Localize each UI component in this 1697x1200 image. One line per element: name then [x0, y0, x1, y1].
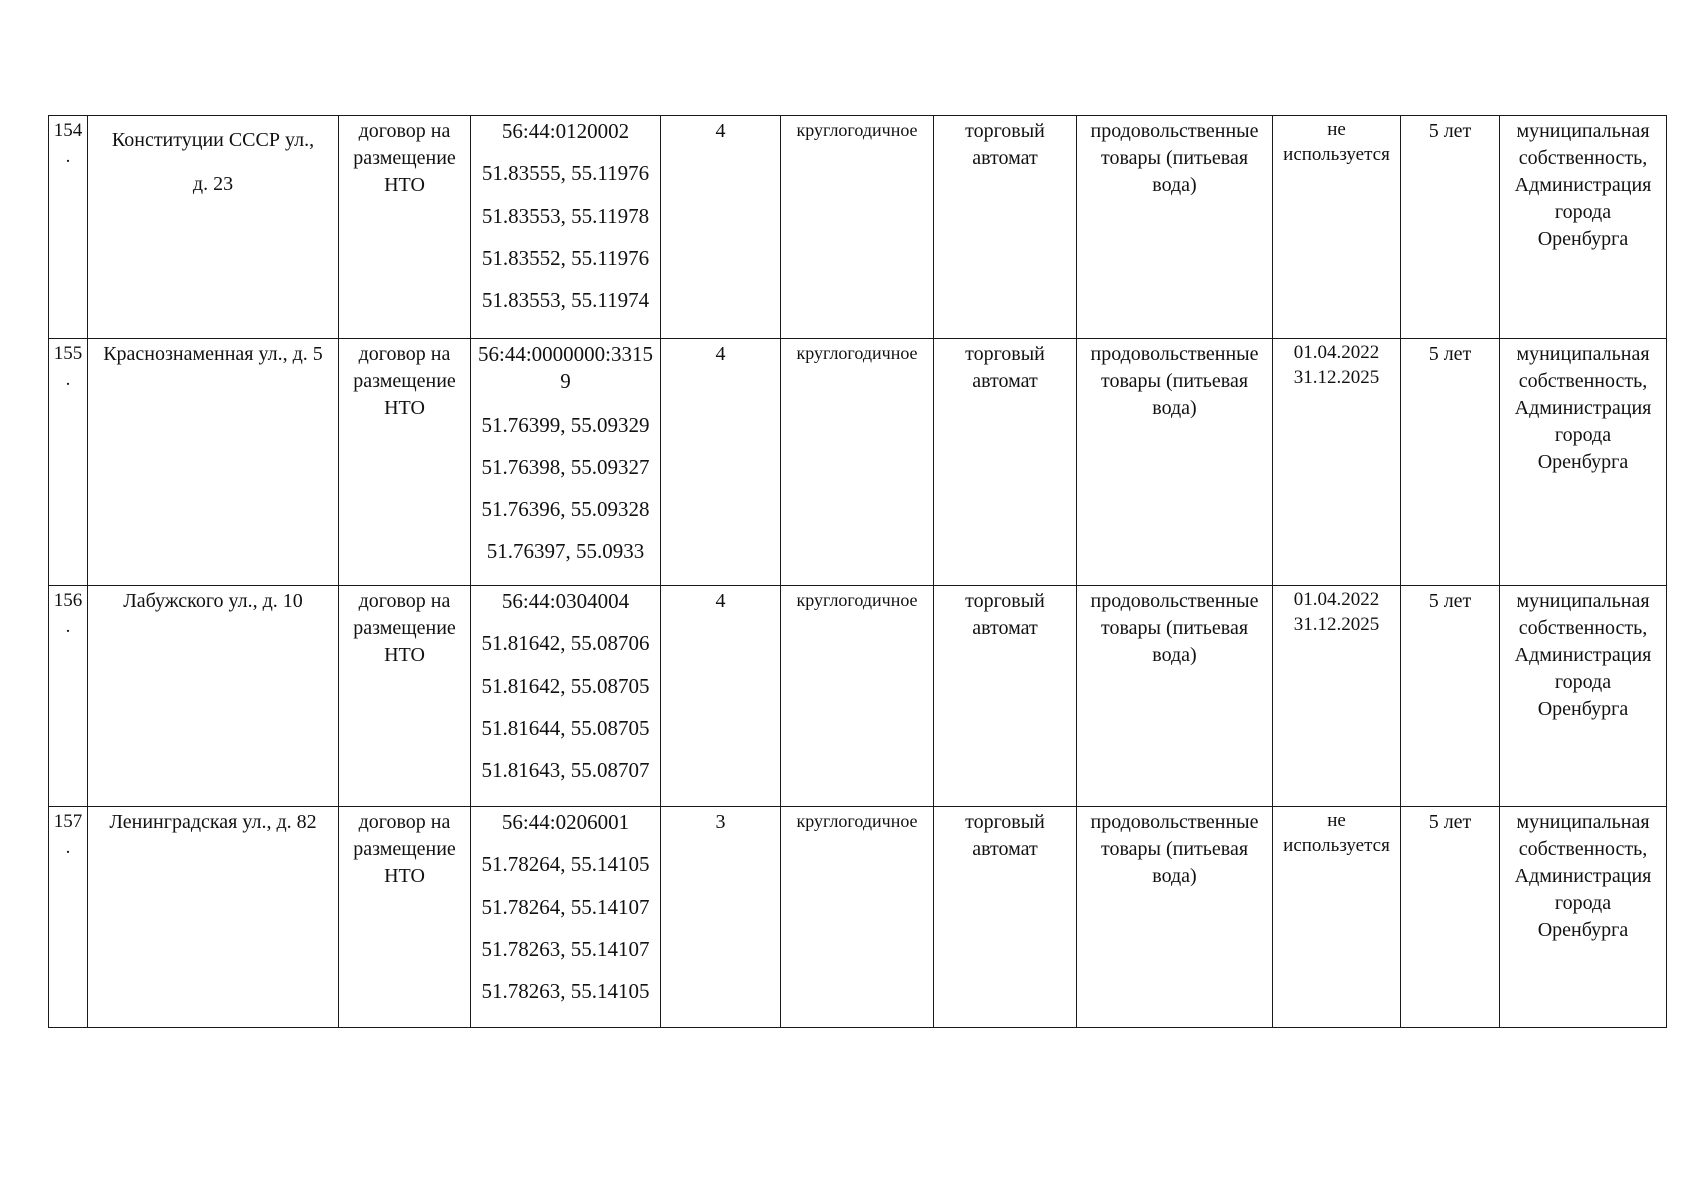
owner-line: города [1554, 892, 1612, 914]
type-line: автомат [972, 838, 1038, 860]
usage-period-cell [1273, 116, 1401, 339]
coordinate-pair: 51.83552, 55.11976 [481, 245, 650, 270]
row-number: 156. [49, 586, 88, 807]
cadastre-coords-cell [471, 586, 661, 807]
type-line: автомат [972, 370, 1038, 392]
coordinate-pair: 51.83553, 55.11974 [481, 288, 650, 313]
address-cell [88, 339, 339, 586]
owner-line: Администрация [1514, 174, 1652, 196]
address-cell [88, 586, 339, 807]
type-line: торговый [965, 120, 1045, 142]
basis-cell [339, 807, 471, 1028]
goods-line: продовольственные [1090, 120, 1259, 142]
area-cell: 3 [661, 807, 781, 1028]
coordinate-pair: 51.78264, 55.14105 [481, 852, 650, 877]
basis-line: размещение [353, 370, 456, 392]
season-cell: круглогодичное [781, 339, 934, 586]
goods-line: вода) [1152, 174, 1197, 196]
address-line: д. 23 [192, 173, 234, 195]
period-start-date: 01.04.2022 [1293, 342, 1380, 363]
owner-line: муниципальная [1516, 811, 1650, 833]
basis-cell [339, 116, 471, 339]
usage-period-cell [1273, 586, 1401, 807]
goods-line: товары (питьевая [1100, 147, 1249, 169]
cadastre-number: 56:44:0206001 [501, 810, 630, 834]
area-cell: 4 [661, 116, 781, 339]
season-cell: круглогодичное [781, 586, 934, 807]
term-cell: 5 лет [1401, 586, 1500, 807]
table-row [49, 586, 1667, 807]
cadastre-number: 56:44:0000000:33159 [477, 342, 653, 394]
cadastre-number: 56:44:0120002 [501, 119, 630, 143]
owner-line: Оренбурга [1537, 698, 1629, 720]
basis-line: НТО [384, 865, 425, 887]
period-start-date: 01.04.2022 [1293, 589, 1380, 610]
owner-line: Администрация [1514, 397, 1652, 419]
coordinate-pair: 51.81642, 55.08705 [481, 673, 650, 698]
goods-line: продовольственные [1090, 590, 1259, 612]
period-end-date: 31.12.2025 [1293, 613, 1380, 635]
basis-line: размещение [353, 147, 456, 169]
basis-line: НТО [384, 397, 425, 419]
owner-cell [1500, 339, 1667, 586]
term-cell: 5 лет [1401, 807, 1500, 1028]
type-line: автомат [972, 617, 1038, 639]
owner-cell [1500, 116, 1667, 339]
coordinate-pair: 51.78263, 55.14105 [481, 979, 650, 1004]
type-line: торговый [965, 590, 1045, 612]
nto-registry-table [48, 115, 1667, 1028]
coordinate-pair: 51.76396, 55.09328 [481, 497, 650, 522]
address-line: Краснознаменная ул., д. 5 [103, 343, 323, 365]
owner-line: города [1554, 201, 1612, 223]
table-row [49, 339, 1667, 586]
object-type-cell [934, 586, 1077, 807]
table-row [49, 807, 1667, 1028]
basis-line: размещение [353, 838, 456, 860]
area-cell: 4 [661, 586, 781, 807]
goods-line: товары (питьевая [1100, 838, 1249, 860]
term-cell: 5 лет [1401, 339, 1500, 586]
period-line: используется [1283, 143, 1390, 165]
basis-line: размещение [353, 617, 456, 639]
goods-line: вода) [1152, 397, 1197, 419]
owner-line: Оренбурга [1537, 451, 1629, 473]
owner-line: Администрация [1514, 865, 1652, 887]
basis-line: договор на [358, 811, 451, 833]
goods-cell [1077, 116, 1273, 339]
coordinate-pair: 51.81642, 55.08706 [481, 631, 650, 656]
cadastre-coords-cell [471, 339, 661, 586]
usage-period-cell [1273, 807, 1401, 1028]
table-row [49, 116, 1667, 339]
area-cell: 4 [661, 339, 781, 586]
owner-line: муниципальная [1516, 120, 1650, 142]
owner-line: Оренбурга [1537, 919, 1629, 941]
basis-line: НТО [384, 644, 425, 666]
coordinate-pair: 51.76398, 55.09327 [481, 454, 650, 479]
usage-period-cell [1273, 339, 1401, 586]
row-number: 157. [49, 807, 88, 1028]
owner-line: Администрация [1514, 644, 1652, 666]
goods-line: вода) [1152, 865, 1197, 887]
object-type-cell [934, 339, 1077, 586]
goods-line: вода) [1152, 644, 1197, 666]
basis-line: договор на [358, 590, 451, 612]
coordinate-pair: 51.83553, 55.11978 [481, 203, 650, 228]
object-type-cell [934, 807, 1077, 1028]
object-type-cell [934, 116, 1077, 339]
goods-line: товары (питьевая [1100, 617, 1249, 639]
coordinate-pair: 51.78263, 55.14107 [481, 936, 650, 961]
period-line: используется [1283, 834, 1390, 856]
type-line: торговый [965, 343, 1045, 365]
owner-line: собственность, [1518, 147, 1648, 169]
coordinate-pair: 51.78264, 55.14107 [481, 894, 650, 919]
owner-line: собственность, [1518, 838, 1648, 860]
goods-cell [1077, 339, 1273, 586]
coordinate-pair: 51.81644, 55.08705 [481, 715, 650, 740]
season-cell: круглогодичное [781, 116, 934, 339]
basis-cell [339, 586, 471, 807]
owner-line: города [1554, 424, 1612, 446]
period-line: не [1327, 119, 1346, 140]
owner-line: собственность, [1518, 370, 1648, 392]
type-line: автомат [972, 147, 1038, 169]
goods-cell [1077, 586, 1273, 807]
row-number: 155. [49, 339, 88, 586]
period-end-date: 31.12.2025 [1293, 366, 1380, 388]
owner-line: собственность, [1518, 617, 1648, 639]
address-line: Ленинградская ул., д. 82 [109, 811, 317, 833]
coordinate-pair: 51.76397, 55.0933 [486, 539, 645, 564]
address-line: Лабужского ул., д. 10 [123, 590, 303, 612]
coordinate-pair: 51.76399, 55.09329 [481, 412, 650, 437]
cadastre-coords-cell [471, 116, 661, 339]
address-line: Конституции СССР ул., [111, 129, 315, 151]
coordinate-pair: 51.83555, 55.11976 [481, 161, 650, 186]
basis-line: договор на [358, 343, 451, 365]
owner-line: Оренбурга [1537, 228, 1629, 250]
owner-line: муниципальная [1516, 343, 1650, 365]
cadastre-coords-cell [471, 807, 661, 1028]
address-cell [88, 116, 339, 339]
goods-line: продовольственные [1090, 811, 1259, 833]
address-cell [88, 807, 339, 1028]
row-number: 154. [49, 116, 88, 339]
basis-line: договор на [358, 120, 451, 142]
owner-line: города [1554, 671, 1612, 693]
basis-cell [339, 339, 471, 586]
term-cell: 5 лет [1401, 116, 1500, 339]
owner-line: муниципальная [1516, 590, 1650, 612]
type-line: торговый [965, 811, 1045, 833]
owner-cell [1500, 586, 1667, 807]
season-cell: круглогодичное [781, 807, 934, 1028]
basis-line: НТО [384, 174, 425, 196]
goods-cell [1077, 807, 1273, 1028]
coordinate-pair: 51.81643, 55.08707 [481, 758, 650, 783]
period-line: не [1327, 810, 1346, 831]
goods-line: продовольственные [1090, 343, 1259, 365]
cadastre-number: 56:44:0304004 [501, 589, 630, 613]
goods-line: товары (питьевая [1100, 370, 1249, 392]
owner-cell [1500, 807, 1667, 1028]
